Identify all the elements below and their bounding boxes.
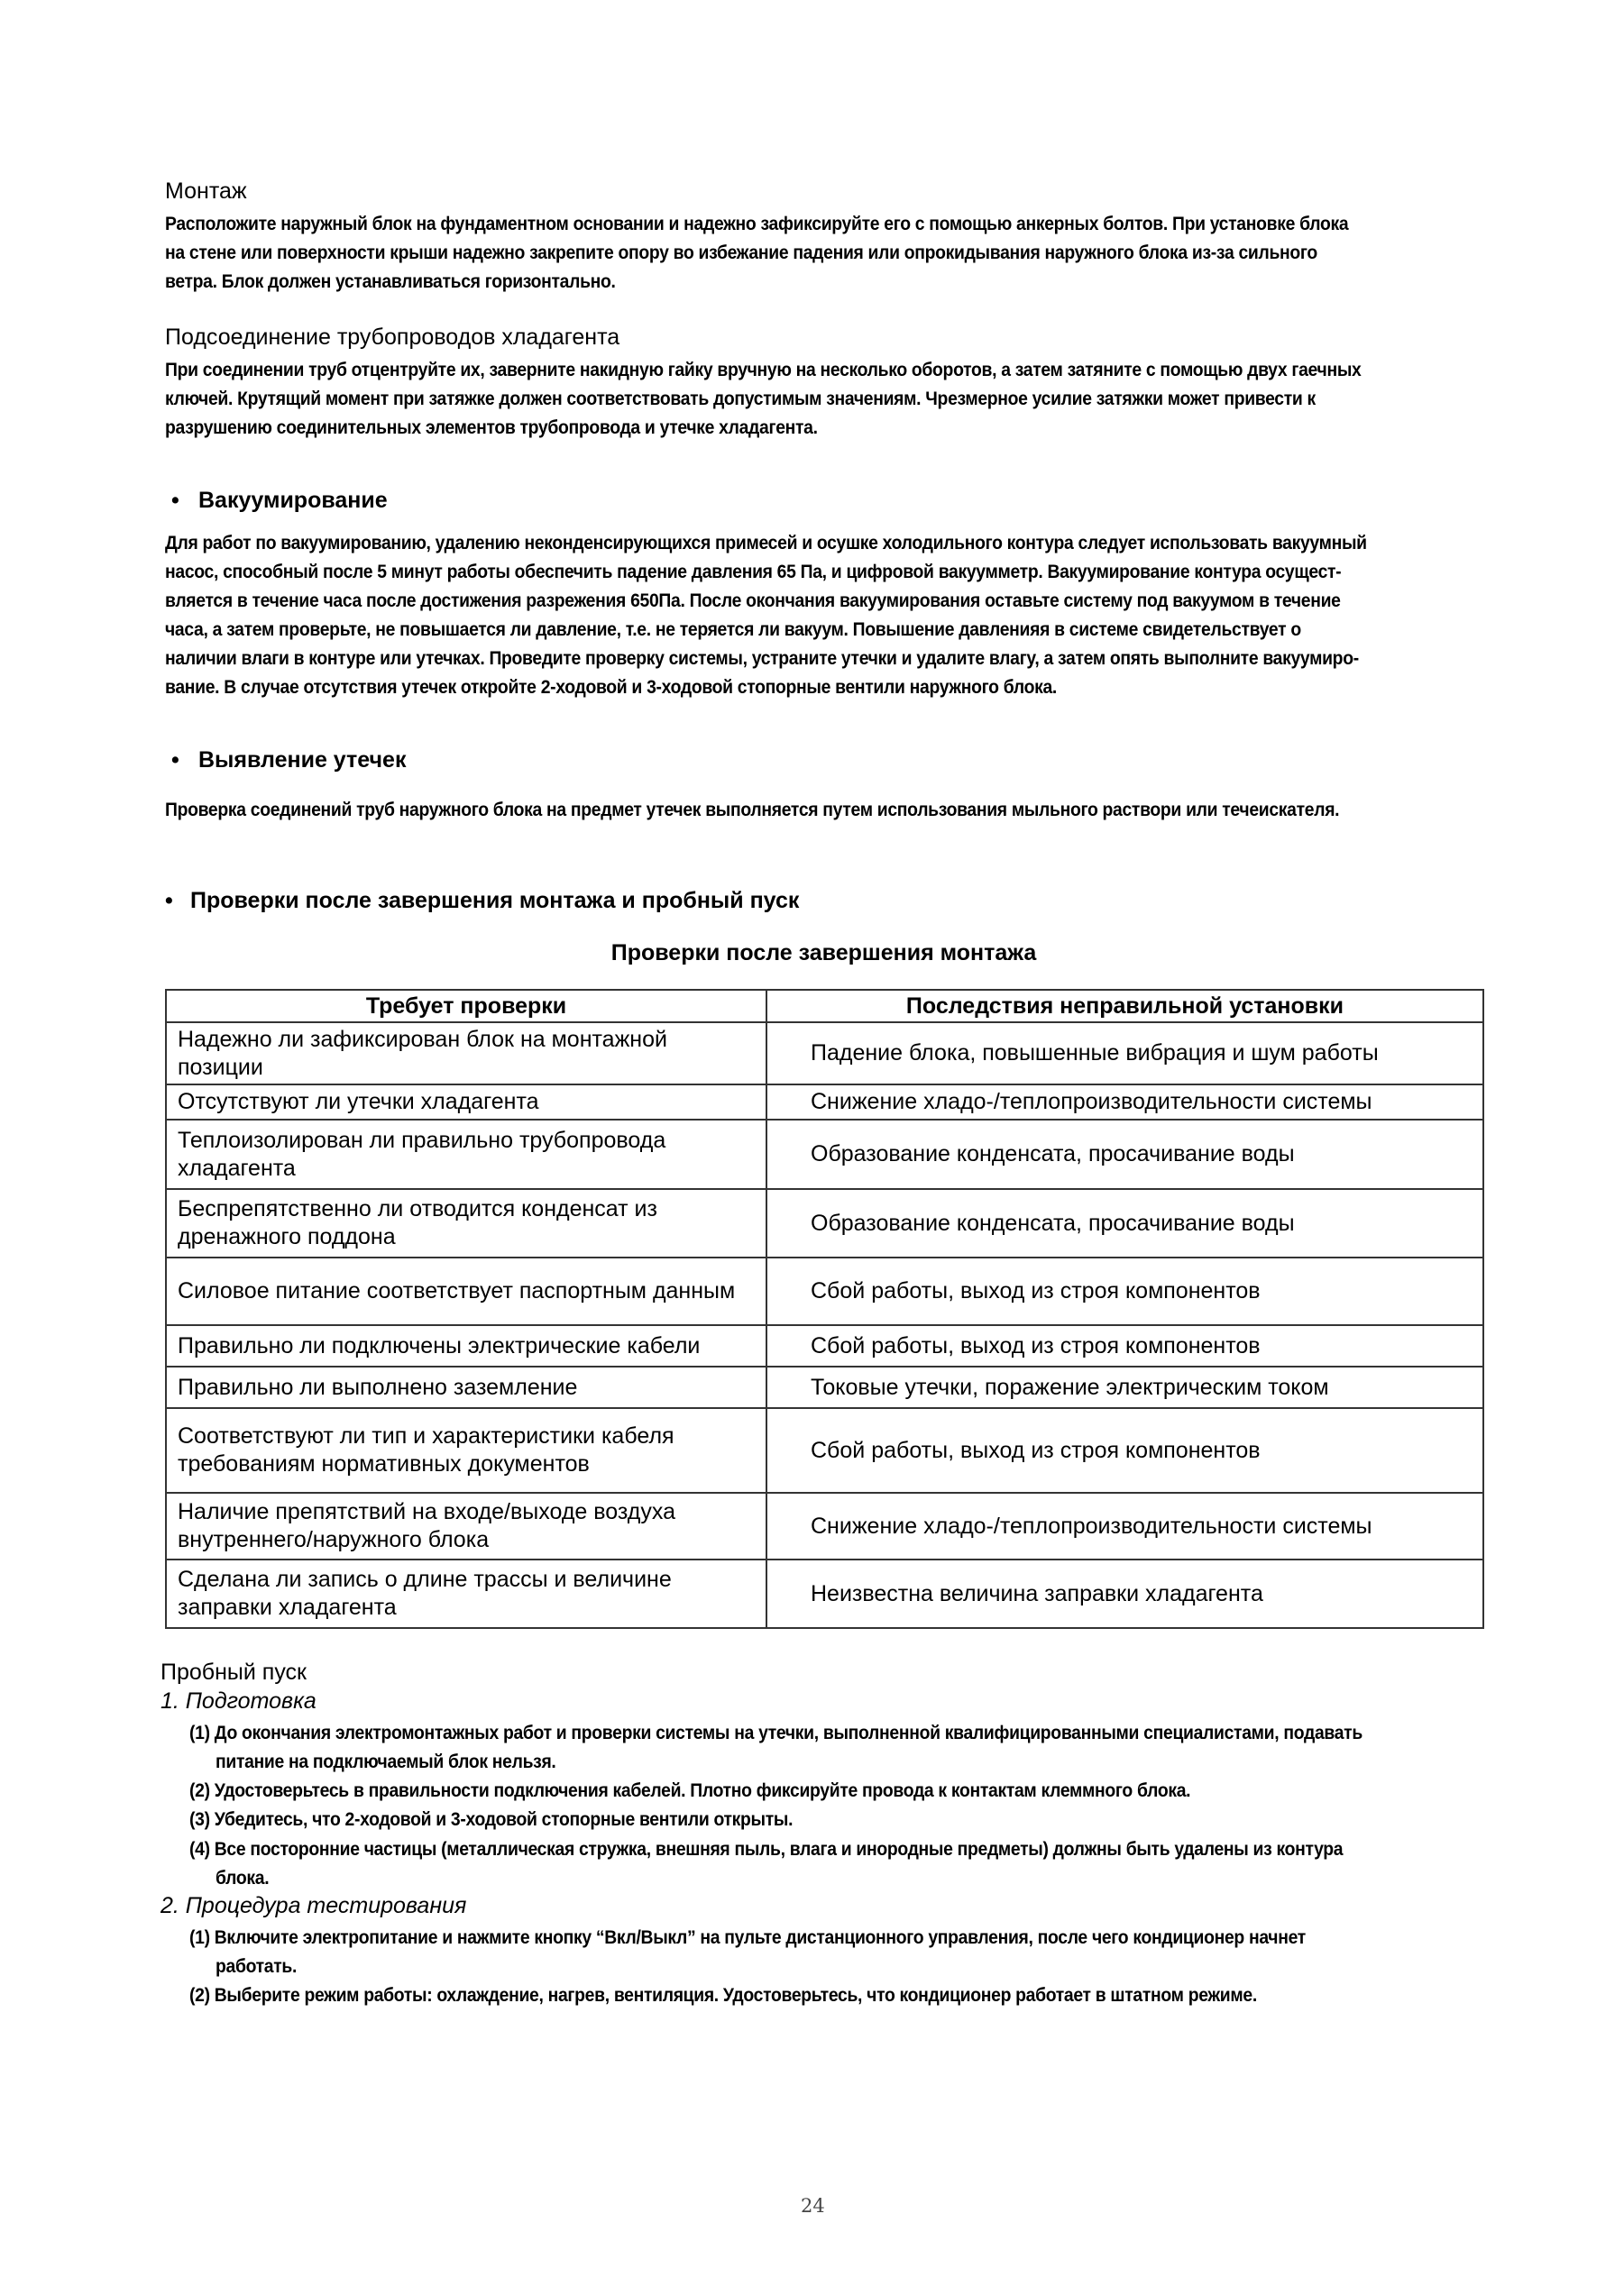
result-cell: Сбой работы, выход из строя компонентов	[766, 1325, 1483, 1367]
table-row	[166, 1084, 1483, 1120]
page-number: 24	[801, 2195, 825, 2217]
heading-text: Проверки после завершения монтажа и пробный пуск	[190, 888, 800, 913]
bullet-icon: •	[171, 488, 179, 513]
piping-paragraph	[165, 355, 1480, 442]
check-cell: Силовое питание соответствует паспортным данным	[166, 1258, 766, 1325]
section-title-checks	[165, 888, 799, 914]
text-line: вание. В случае отсутствия утечек откройте 2-ходовой и 3-ходовой стопорные вентили наружного блока.	[165, 676, 1057, 698]
text-line: наличии влаги в контуре или утечках. Проведите проверку системы, устраните утечки и удалите влагу, а затем опять выполните вакуумиро-	[165, 647, 1359, 669]
text-line: разрушению соединительных элементов трубопровода и утечке хладагента.	[165, 416, 818, 438]
section-title-piping: Подсоединение трубопроводов хладагента	[165, 325, 620, 350]
check-cell: Соответствуют ли тип и характеристики кабеля требованиям нормативных документов	[166, 1408, 766, 1493]
table-row	[166, 1560, 1483, 1628]
prep-item: (3) Убедитесь, что 2-ходовой и 3-ходовой стопорные вентили открыты.	[189, 1808, 794, 1830]
table-row	[166, 1258, 1483, 1325]
text-line: ключей. Крутящий момент при затяжке должен соответствовать допустимым значениям. Чрезмерное усилие затяжки может привести к	[165, 388, 1316, 409]
text-line: вляется в течение часа после достижения разрежения 650Па. После окончания вакуумирования оставьте систему под вакуумом в течение	[165, 590, 1341, 611]
result-cell: Неизвестна величина заправки хладагента	[766, 1560, 1483, 1628]
text-line: Для работ по вакуумированию, удалению неконденсирующихся примесей и осушке холодильного контура следует использовать вакуумный	[165, 532, 1367, 553]
table-title: Проверки после завершения монтажа	[610, 940, 1037, 965]
result-cell: Сбой работы, выход из строя компонентов	[766, 1408, 1483, 1493]
prep-item: (4) Все посторонние частицы (металлическая стружка, внешняя пыль, влага и инородные предметы) должны быть удалены из контура	[189, 1838, 1344, 1860]
vacuum-paragraph	[165, 528, 1480, 701]
heading-text: Вакуумирование	[198, 488, 388, 513]
column-header: Последствия неправильной установки	[766, 990, 1483, 1022]
check-cell: Теплоизолирован ли правильно трубопровода хладагента	[166, 1120, 766, 1189]
result-cell: Образование конденсата, просачивание воды	[766, 1189, 1483, 1258]
check-cell: Сделана ли запись о длине трассы и величине заправки хладагента	[166, 1560, 766, 1628]
result-cell: Снижение хладо-/теплопроизводительности системы	[766, 1084, 1483, 1120]
check-cell: Правильно ли подключены электрические кабели	[166, 1325, 766, 1367]
text-line: Расположите наружный блок на фундаментном основании и надежно зафиксируйте его с помощью анкерных болтов. При установке блока	[165, 213, 1349, 234]
check-cell: Правильно ли выполнено заземление	[166, 1367, 766, 1408]
check-cell: Отсутствуют ли утечки хладагента	[166, 1084, 766, 1120]
table-header-row	[166, 990, 1483, 1022]
bullet-icon: •	[171, 747, 179, 773]
table-row	[166, 1367, 1483, 1408]
result-cell: Снижение хладо-/теплопроизводительности системы	[766, 1493, 1483, 1560]
text-line: При соединении труб отцентруйте их, заверните накидную гайку вручную на несколько оборотов, а затем затяните с помощью двух гаечных	[165, 359, 1362, 380]
bullet-icon: •	[165, 888, 173, 913]
result-cell: Падение блока, повышенные вибрация и шум работы	[766, 1022, 1483, 1084]
text-line: часа, а затем проверьте, не повышается ли давление, т.е. не теряется ли вакуум. Повышение давленияя в системе свидетельствует о	[165, 618, 1301, 640]
montazh-paragraph	[165, 209, 1480, 296]
check-cell: Надежно ли зафиксирован блок на монтажной позиции	[166, 1022, 766, 1084]
procedure-item: (1) Включите электропитание и нажмите кнопку “Вкл/Выкл” на пульте дистанционного управления, после чего кондиционер начнет	[189, 1926, 1306, 1948]
check-cell: Беспрепятственно ли отводится конденсат из дренажного поддона	[166, 1189, 766, 1258]
leaks-paragraph	[165, 795, 1480, 824]
section-title-trial: Пробный пуск	[161, 1660, 307, 1685]
result-cell: Образование конденсата, просачивание воды	[766, 1120, 1483, 1189]
table-row	[166, 1408, 1483, 1493]
prep-item-continuation: блока.	[216, 1867, 270, 1889]
heading-text: Выявление утечек	[198, 747, 407, 773]
result-cell: Сбой работы, выход из строя компонентов	[766, 1258, 1483, 1325]
table-row	[166, 1022, 1483, 1084]
procedure-item-continuation: работать.	[216, 1955, 298, 1977]
subsection-title-procedure: 2. Процедура тестирования	[161, 1893, 467, 1918]
result-cell: Токовые утечки, поражение электрическим током	[766, 1367, 1483, 1408]
text-line: ветра. Блок должен устанавливаться горизонтально.	[165, 270, 616, 292]
check-cell: Наличие препятствий на входе/выходе воздуха внутреннего/наружного блока	[166, 1493, 766, 1560]
section-title-leaks	[171, 747, 406, 773]
section-title-montazh: Монтаж	[165, 178, 247, 204]
table-row	[166, 1325, 1483, 1367]
column-header: Требует проверки	[166, 990, 766, 1022]
table-row	[166, 1189, 1483, 1258]
text-line: насос, способный после 5 минут работы обеспечить падение давления 65 Па, и цифровой вакуумметр. Вакуумирование контура осущест-	[165, 561, 1342, 582]
subsection-title-preparation: 1. Подготовка	[161, 1688, 317, 1714]
checks-table	[165, 989, 1484, 1629]
section-title-vacuum	[171, 488, 388, 514]
prep-item-continuation: питание на подключаемый блок нельзя.	[216, 1751, 556, 1772]
procedure-item: (2) Выберите режим работы: охлаждение, нагрев, вентиляция. Удостоверьтесь, что кондиционер работает в штатном режиме.	[189, 1984, 1257, 2006]
text-line: Проверка соединений труб наружного блока на предмет утечек выполняется путем использования мыльного раствори или течеискателя.	[165, 799, 1340, 820]
prep-item: (1) До окончания электромонтажных работ и проверки системы на утечки, выполненной квалифицированными специалистами, подавать	[189, 1722, 1363, 1743]
text-line: на стене или поверхности крыши надежно закрепите опору во избежание падения или опрокидывания наружного блока из-за сильного	[165, 242, 1317, 263]
table-row	[166, 1493, 1483, 1560]
prep-item: (2) Удостоверьтесь в правильности подключения кабелей. Плотно фиксируйте провода к контактам клеммного блока.	[189, 1779, 1191, 1801]
table-row	[166, 1120, 1483, 1189]
